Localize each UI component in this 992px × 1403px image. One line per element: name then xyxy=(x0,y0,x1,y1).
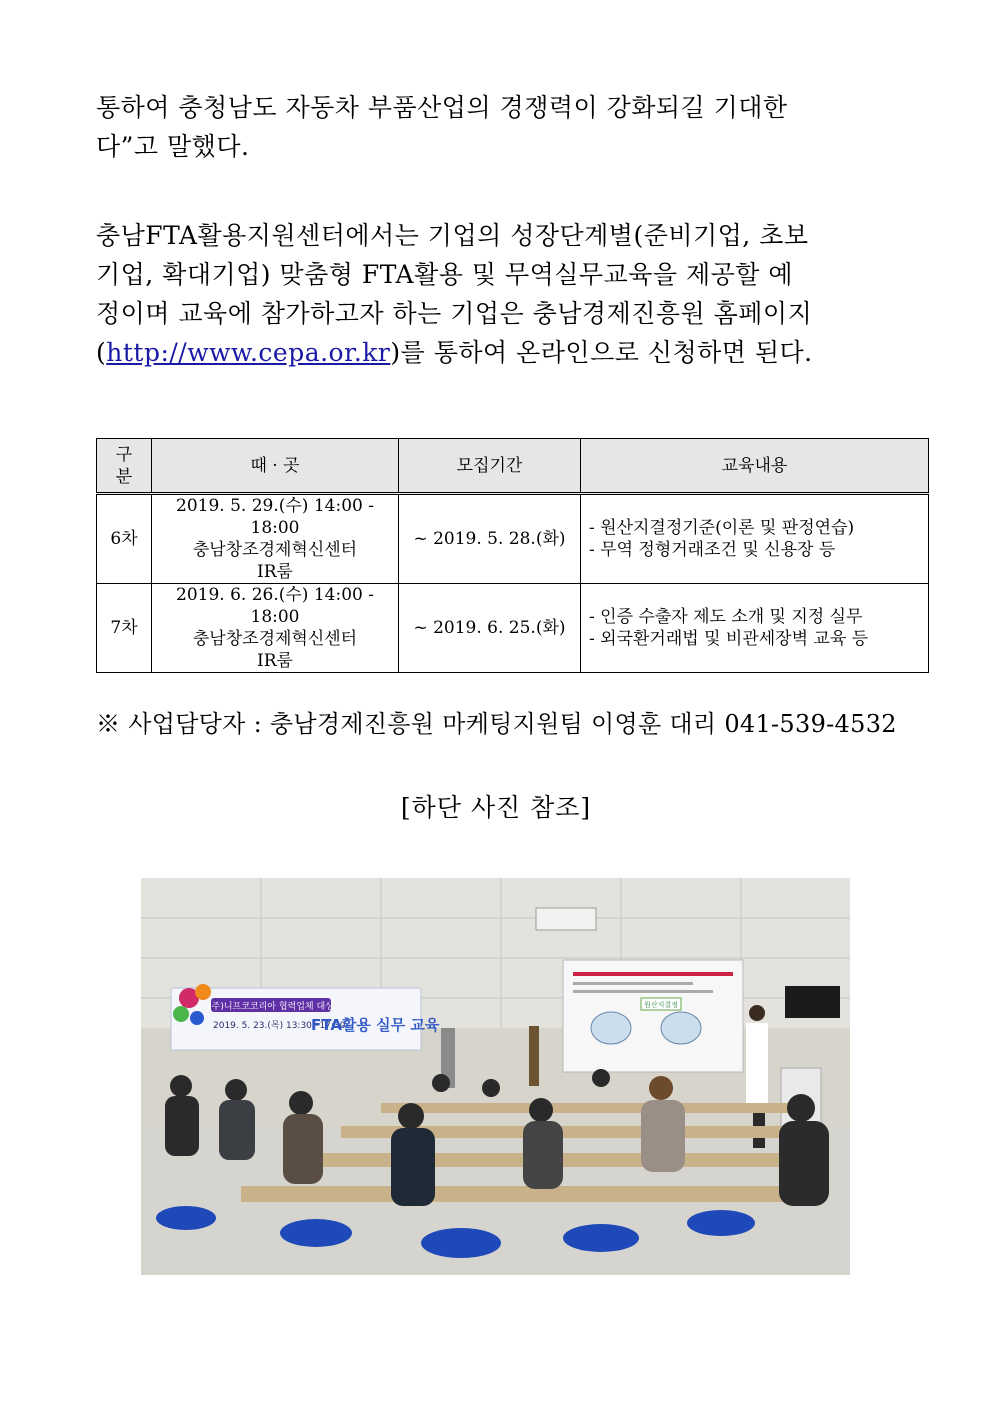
room-text: IR룸 xyxy=(257,562,293,582)
header-category: 구 분 xyxy=(97,439,152,494)
period-cell: ~ 2019. 6. 25.(화) xyxy=(399,584,581,673)
table-row xyxy=(97,494,929,584)
header-when-where: 때 · 곳 xyxy=(152,439,399,494)
datetime-text: 2019. 5. 29.(수) 14:00 - 18:00 xyxy=(176,496,374,538)
round-cell: 7차 xyxy=(97,584,152,673)
venue-text: 충남창조경제혁신센터 xyxy=(192,629,358,649)
paragraph-line: 통하여 충청남도 자동차 부품산업의 경쟁력이 강화되길 기대한 xyxy=(96,93,788,122)
round-cell: 6차 xyxy=(97,494,152,584)
homepage-link[interactable]: http://www.cepa.or.kr xyxy=(106,338,391,367)
banner-subtitle: (주)니프코코리아 협력업체 대상 xyxy=(208,1002,334,1012)
header-contents: 교육내용 xyxy=(581,439,929,494)
content-item: - 인증 수출자 제도 소개 및 지정 실무 xyxy=(589,607,863,627)
banner-title: FTA활용 실무 교육 xyxy=(311,1016,440,1034)
period-cell: ~ 2019. 5. 28.(화) xyxy=(399,494,581,584)
paragraph-line xyxy=(96,333,896,372)
content-item: - 원산지결정기준(이론 및 판정연습) xyxy=(589,518,855,538)
datetime-text: 2019. 6. 26.(수) 14:00 - 18:00 xyxy=(176,585,374,627)
when-where-cell xyxy=(152,494,399,584)
photo-reference-caption: [하단 사진 참조] xyxy=(400,793,592,822)
when-where-cell xyxy=(152,584,399,673)
schedule-table xyxy=(96,438,929,673)
banner-date: 2019. 5. 23.(목) 13:30~17:30 xyxy=(213,1021,346,1031)
paragraph-line-rest: )를 통하여 온라인으로 신청하면 된다. xyxy=(390,338,813,367)
venue-text: 충남창조경제혁신센터 xyxy=(192,540,358,560)
paragraph-line: 다”고 말했다. xyxy=(96,132,250,161)
room-text: IR룸 xyxy=(257,651,293,671)
training-session-photo xyxy=(141,878,850,1275)
intro-paragraph xyxy=(96,88,896,166)
contact-line: ※ 사업담당자 : 충남경제진흥원 마케팅지원팀 이영훈 대리 041-539-4532 xyxy=(96,710,897,738)
table-header-row xyxy=(97,439,929,494)
contents-cell xyxy=(581,494,929,584)
paragraph-line: 정이며 교육에 참가하고자 하는 기업은 충남경제진흥원 홈페이지 xyxy=(96,299,813,328)
photo-illustration xyxy=(141,878,850,1275)
info-paragraph xyxy=(96,216,896,372)
content-item: - 무역 정형거래조건 및 신용장 등 xyxy=(589,540,836,560)
contents-cell xyxy=(581,584,929,673)
paragraph-line: 충남FTA활용지원센터에서는 기업의 성장단계별(준비기업, 초보 xyxy=(96,221,809,250)
header-period: 모집기간 xyxy=(399,439,581,494)
table-row xyxy=(97,584,929,673)
paragraph-line: 기업, 확대기업) 맞춤형 FTA활용 및 무역실무교육을 제공할 예 xyxy=(96,260,793,289)
content-item: - 외국환거래법 및 비관세장벽 교육 등 xyxy=(589,629,869,649)
slide-heading: 원산지결정 xyxy=(644,1001,678,1009)
paren-open: ( xyxy=(96,338,107,367)
